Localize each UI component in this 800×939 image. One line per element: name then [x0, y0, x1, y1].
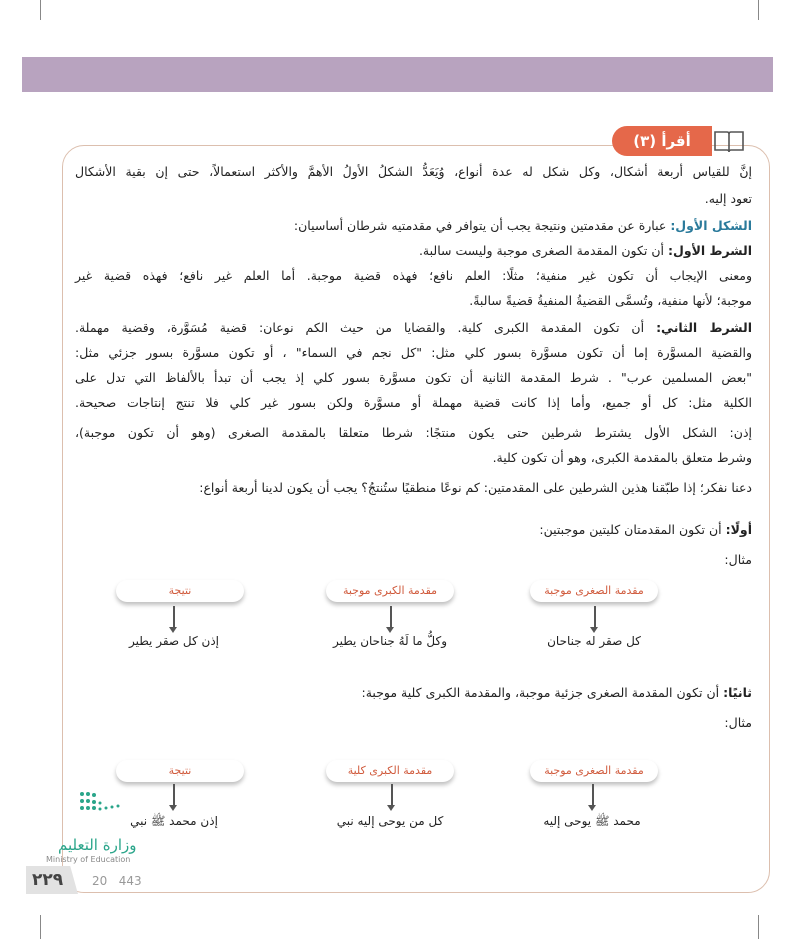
text-line — [539, 521, 752, 539]
premise-label: مقدمة الكبرى موجبة — [326, 580, 454, 602]
term-label: الشكل الأول: — [670, 218, 752, 233]
text-line: ومعنى الإيجاب أن تكون غير منفية؛ مثلًا: العلم نافع؛ فهذه قضية موجبة. أما العلم غير نافع؛ فهذه قضية غير — [75, 268, 752, 283]
crop-mark — [40, 0, 41, 20]
example-label: مثال: — [724, 552, 752, 567]
top-color-band — [22, 57, 773, 92]
edition-year: 20 443 — [92, 874, 142, 888]
crop-mark — [758, 0, 759, 20]
premise-label: مقدمة الصغرى موجبة — [530, 760, 658, 782]
text-line — [294, 217, 752, 235]
text: أن تكون المقدمة الصغرى موجبة وليست سالبة. — [418, 243, 668, 258]
crop-mark — [758, 915, 759, 939]
term-label: ثانيًا: — [723, 685, 752, 700]
arrow-down-icon — [391, 784, 393, 806]
term-label: الشرط الثاني: — [656, 320, 752, 335]
text: أن تكون المقدمتان كليتين موجبتين: — [539, 522, 726, 537]
conclusion-text: إذن كل صقر يطير — [128, 634, 220, 648]
text-line: إنَّ للقياس أربعة أشكال، وكل شكل له عدة أنواع، وُيَعَدُّ الشكلُ الأولُ الأهمَّ والأكثر استعمالاً، حتى إن بقية الأشكال — [75, 164, 752, 179]
arrow-down-icon — [592, 784, 594, 806]
ministry-name-en: Ministry of Education — [46, 855, 131, 864]
text: عبارة عن مقدمتين ونتيجة يجب أن يتوافر في مقدمتيه شرطان أساسيان: — [293, 218, 671, 233]
text-line: "بعض المسلمين عرب" . شرط المقدمة الثانية أن تكون مسوَّرة بسور كلي إذ يجب أن تبدأ بالألفاظ التي تدل على — [75, 370, 752, 385]
text-line: والقضية المسوَّرة إما أن تكون مسوَّرة بسور كلي مثل: "كل نجم في السماء" ، أو تكون مسوَّرة بسور جزئي مثل: — [75, 345, 752, 360]
text-line — [362, 684, 752, 702]
arrow-down-icon — [173, 606, 175, 628]
text-line — [419, 242, 752, 260]
page-number: ٢٢٩ — [32, 870, 64, 890]
term-label: الشرط الأول: — [667, 243, 752, 258]
arrow-down-icon — [390, 606, 392, 628]
conclusion-label: نتيجة — [116, 580, 244, 602]
example-label: مثال: — [724, 715, 752, 730]
premise-text: وكلُّ ما لَهُ جناحان يطير — [332, 634, 448, 648]
text-line: إذن: الشكل الأول يشترط شرطين حتى يكون منتجًا: شرطا متعلقا بالمقدمة الصغرى (وهو أن تكون موجبة)، — [75, 425, 752, 440]
conclusion-text: إذن محمد ﷺ نبي — [130, 814, 218, 828]
ministry-logo-dots — [78, 790, 128, 812]
premise-text: كل صقر له جناحان — [547, 634, 641, 648]
text-line: تعود إليه. — [704, 191, 752, 206]
crop-mark — [40, 915, 41, 939]
premise-text: كل من يوحى إليه نبي — [336, 814, 444, 828]
text-line: وشرط متعلق بالمقدمة الكبرى، وهو أن تكون كلية. — [492, 450, 752, 465]
open-book-icon — [712, 128, 746, 154]
text: أن تكون المقدمة الصغرى جزئية موجبة، والمقدمة الكبرى كلية موجبة: — [361, 685, 724, 700]
text-line: الكلية مثل: كل أو جميع، وأما إذا كانت قضية مهملة أو مسوَّرة ولكن بسور غير كلي فلا تنتج إنتاجات صحيحة. — [75, 395, 752, 410]
term-label: أولًا: — [725, 522, 752, 537]
section-tab: أقرأ (٣) — [612, 126, 712, 156]
premise-label: مقدمة الكبرى كلية — [326, 760, 454, 782]
premise-label: مقدمة الصغرى موجبة — [530, 580, 658, 602]
conclusion-label: نتيجة — [116, 760, 244, 782]
text: أن تكون المقدمة الكبرى كلية. والقضايا من حيث الكم نوعان: قضية مُسَوَّرة، وقضية مهملة. — [75, 320, 657, 335]
text-line: دعنا نفكر؛ إذا طبّقنا هذين الشرطين على المقدمتين: كم نوعًا منطقيًا ستُنتجُ؟ يجب أن يكون لدينا أربعة أنواع: — [199, 480, 752, 495]
premise-text: محمد ﷺ يوحى إليه — [543, 814, 641, 828]
text-line — [75, 319, 752, 337]
arrow-down-icon — [594, 606, 596, 628]
arrow-down-icon — [173, 784, 175, 806]
text-line: موجبة؛ لأنها منفية، وتُسمَّى القضيةُ المنفيةُ قضيةً سالبةً. — [469, 293, 752, 308]
ministry-name-ar: وزارة التعليم — [58, 836, 137, 854]
